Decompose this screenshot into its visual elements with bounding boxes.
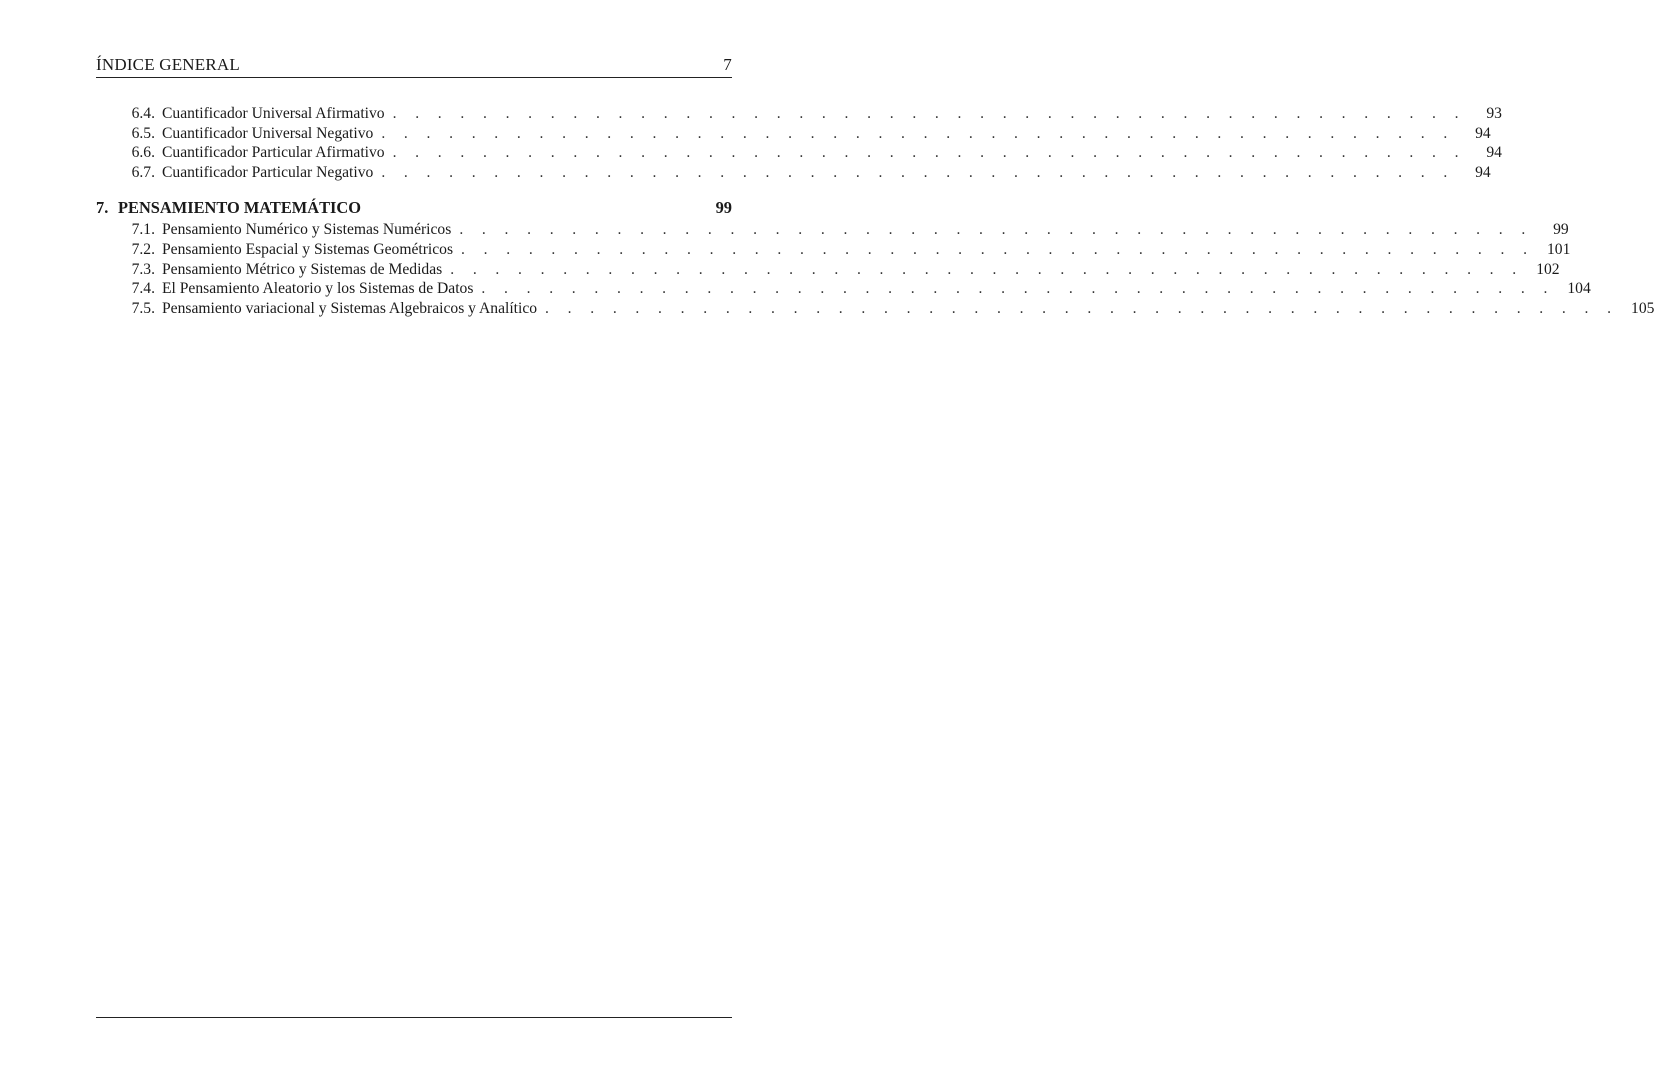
table-of-contents xyxy=(96,104,1654,318)
toc-entry[interactable] xyxy=(96,104,1502,124)
dot-leader: . . . . . . . . . . . . . . . . . . . . . . . . . . . . . . . . . . . . . . . . . . . . . . . . xyxy=(545,299,1619,317)
toc-entry[interactable] xyxy=(96,124,1491,144)
toc-chapter-entry[interactable] xyxy=(96,197,732,219)
header-rule xyxy=(96,77,732,78)
toc-entry-number: 6.4. xyxy=(131,105,155,122)
toc-entry-page: 94 xyxy=(1475,163,1491,181)
toc-entry-page: 99 xyxy=(1553,221,1569,239)
toc-entry-number: 6.5. xyxy=(131,124,155,142)
toc-entry-number: 7.1. xyxy=(131,221,155,239)
toc-entry[interactable] xyxy=(96,279,1591,299)
toc-entry-title: El Pensamiento Aleatorio y los Sistemas de Datos xyxy=(162,280,474,298)
header-page-number: 7 xyxy=(723,55,732,74)
toc-entry-title: Cuantificador Universal Afirmativo xyxy=(162,105,385,122)
toc-chapter-title: PENSAMIENTO MATEMÁTICO xyxy=(118,198,361,218)
header-title: ÍNDICE GENERAL xyxy=(96,55,240,74)
toc-chapter-page: 99 xyxy=(715,198,732,218)
running-header xyxy=(96,55,732,75)
toc-entry-number: 7.3. xyxy=(131,260,155,278)
dot-leader: . . . . . . . . . . . . . . . . . . . . . . . . . . . . . . . . . . . . . . . . . . . . . . . . xyxy=(459,221,1533,239)
toc-entry-title: Pensamiento Espacial y Sistemas Geométricos xyxy=(162,240,454,258)
dot-leader: . . . . . . . . . . . . . . . . . . . . . . . . . . . . . . . . . . . . . . . . . . . . . . . . xyxy=(381,124,1455,142)
toc-entry[interactable] xyxy=(96,163,1491,183)
toc-entry-title: Pensamiento Numérico y Sistemas Numéricos xyxy=(162,221,452,239)
toc-entry-title: Cuantificador Particular Afirmativo xyxy=(162,144,385,162)
toc-entry-page: 104 xyxy=(1567,280,1591,298)
toc-entry[interactable] xyxy=(96,240,1571,260)
toc-entry-page: 101 xyxy=(1547,240,1571,258)
toc-entry-page: 94 xyxy=(1486,144,1502,162)
toc-entry[interactable] xyxy=(96,143,1502,163)
toc-entry-title: Pensamiento Métrico y Sistemas de Medidas xyxy=(162,260,443,278)
toc-entry[interactable] xyxy=(96,260,1560,280)
footer-rule xyxy=(96,1017,732,1018)
dot-leader: . . . . . . . . . . . . . . . . . . . . . . . . . . . . . . . . . . . . . . . . . . . . . . . . xyxy=(392,144,1466,162)
dot-leader: . . . . . . . . . . . . . . . . . . . . . . . . . . . . . . . . . . . . . . . . . . . . . . . . xyxy=(392,105,1466,122)
toc-entry-page: 93 xyxy=(1486,105,1502,122)
toc-entry-title: Pensamiento variacional y Sistemas Algebraicos y Analítico xyxy=(162,299,538,317)
toc-entry-title: Cuantificador Particular Negativo xyxy=(162,163,374,181)
dot-leader: . . . . . . . . . . . . . . . . . . . . . . . . . . . . . . . . . . . . . . . . . . . . . . . . xyxy=(450,260,1524,278)
toc-entry-page: 105 xyxy=(1631,299,1654,317)
toc-entry[interactable] xyxy=(96,299,1654,319)
toc-entry-number: 7.4. xyxy=(131,280,155,298)
dot-leader: . . . . . . . . . . . . . . . . . . . . . . . . . . . . . . . . . . . . . . . . . . . . . . . . xyxy=(481,280,1555,298)
toc-entry-number: 7.5. xyxy=(131,299,155,317)
toc-entry[interactable] xyxy=(96,220,1569,240)
toc-chapter-number: 7. xyxy=(96,198,109,218)
dot-leader: . . . . . . . . . . . . . . . . . . . . . . . . . . . . . . . . . . . . . . . . . . . . . . . . xyxy=(381,163,1455,181)
toc-entry-number: 7.2. xyxy=(131,240,155,258)
toc-entry-number: 6.6. xyxy=(131,144,155,162)
dot-leader: . . . . . . . . . . . . . . . . . . . . . . . . . . . . . . . . . . . . . . . . . . . . . . . . xyxy=(461,240,1535,258)
toc-entry-page: 102 xyxy=(1536,260,1560,278)
toc-entry-page: 94 xyxy=(1475,124,1491,142)
toc-entry-number: 6.7. xyxy=(131,163,155,181)
toc-entry-title: Cuantificador Universal Negativo xyxy=(162,124,374,142)
